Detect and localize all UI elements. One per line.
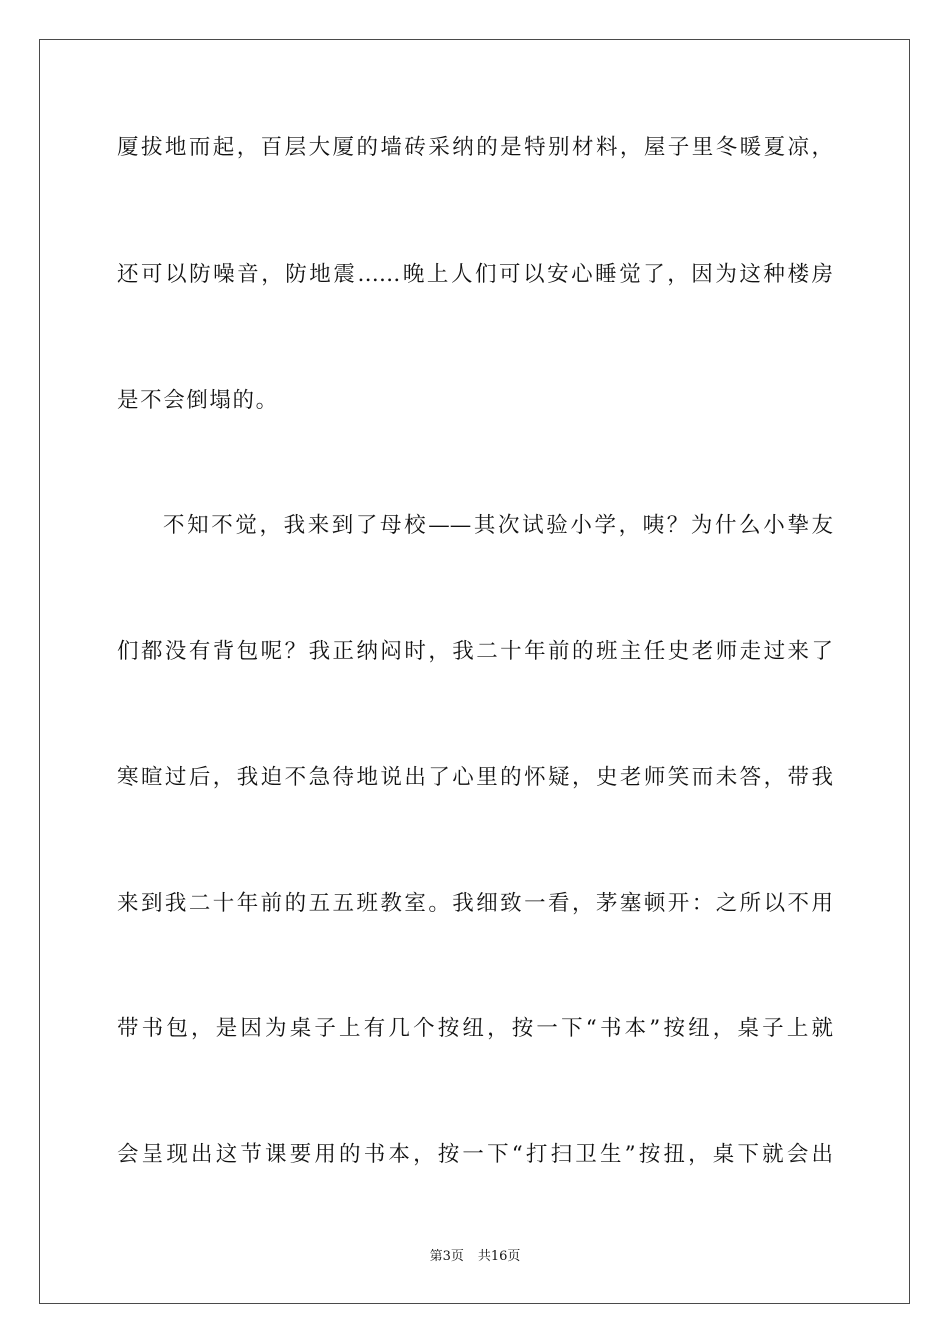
page-number: 第3页 (429, 1249, 464, 1264)
text-line-1: 厦拔地而起，百层大厦的墙砖采纳的是特别材料，屋子里冬暖夏凉， (117, 135, 833, 160)
page-total: 共16页 (477, 1249, 521, 1264)
text-line-2: 还可以防噪音，防地震……晚上人们可以安心睡觉了，因为这种楼房 (117, 262, 833, 287)
text-line-3: 是不会倒塌的。 (117, 388, 279, 413)
text-line-6: 寒暄过后，我迫不急待地说出了心里的怀疑，史老师笑而未答，带我 (117, 765, 833, 790)
page-border (39, 39, 910, 1304)
text-line-9: 会呈现出这节课要用的书本，按一下“打扫卫生”按扭，桌下就会出 (117, 1142, 833, 1167)
text-line-4: 不知不觉，我来到了母校——其次试验小学，咦？为什么小挚友 (163, 513, 833, 538)
text-line-8: 带书包，是因为桌子上有几个按纽，按一下“书本”按纽，桌子上就 (117, 1016, 833, 1041)
text-line-7: 来到我二十年前的五五班教室。我细致一看，茅塞顿开：之所以不用 (117, 891, 833, 916)
page-footer (0, 1248, 950, 1266)
text-line-5: 们都没有背包呢？我正纳闷时，我二十年前的班主任史老师走过来了 (117, 639, 833, 664)
